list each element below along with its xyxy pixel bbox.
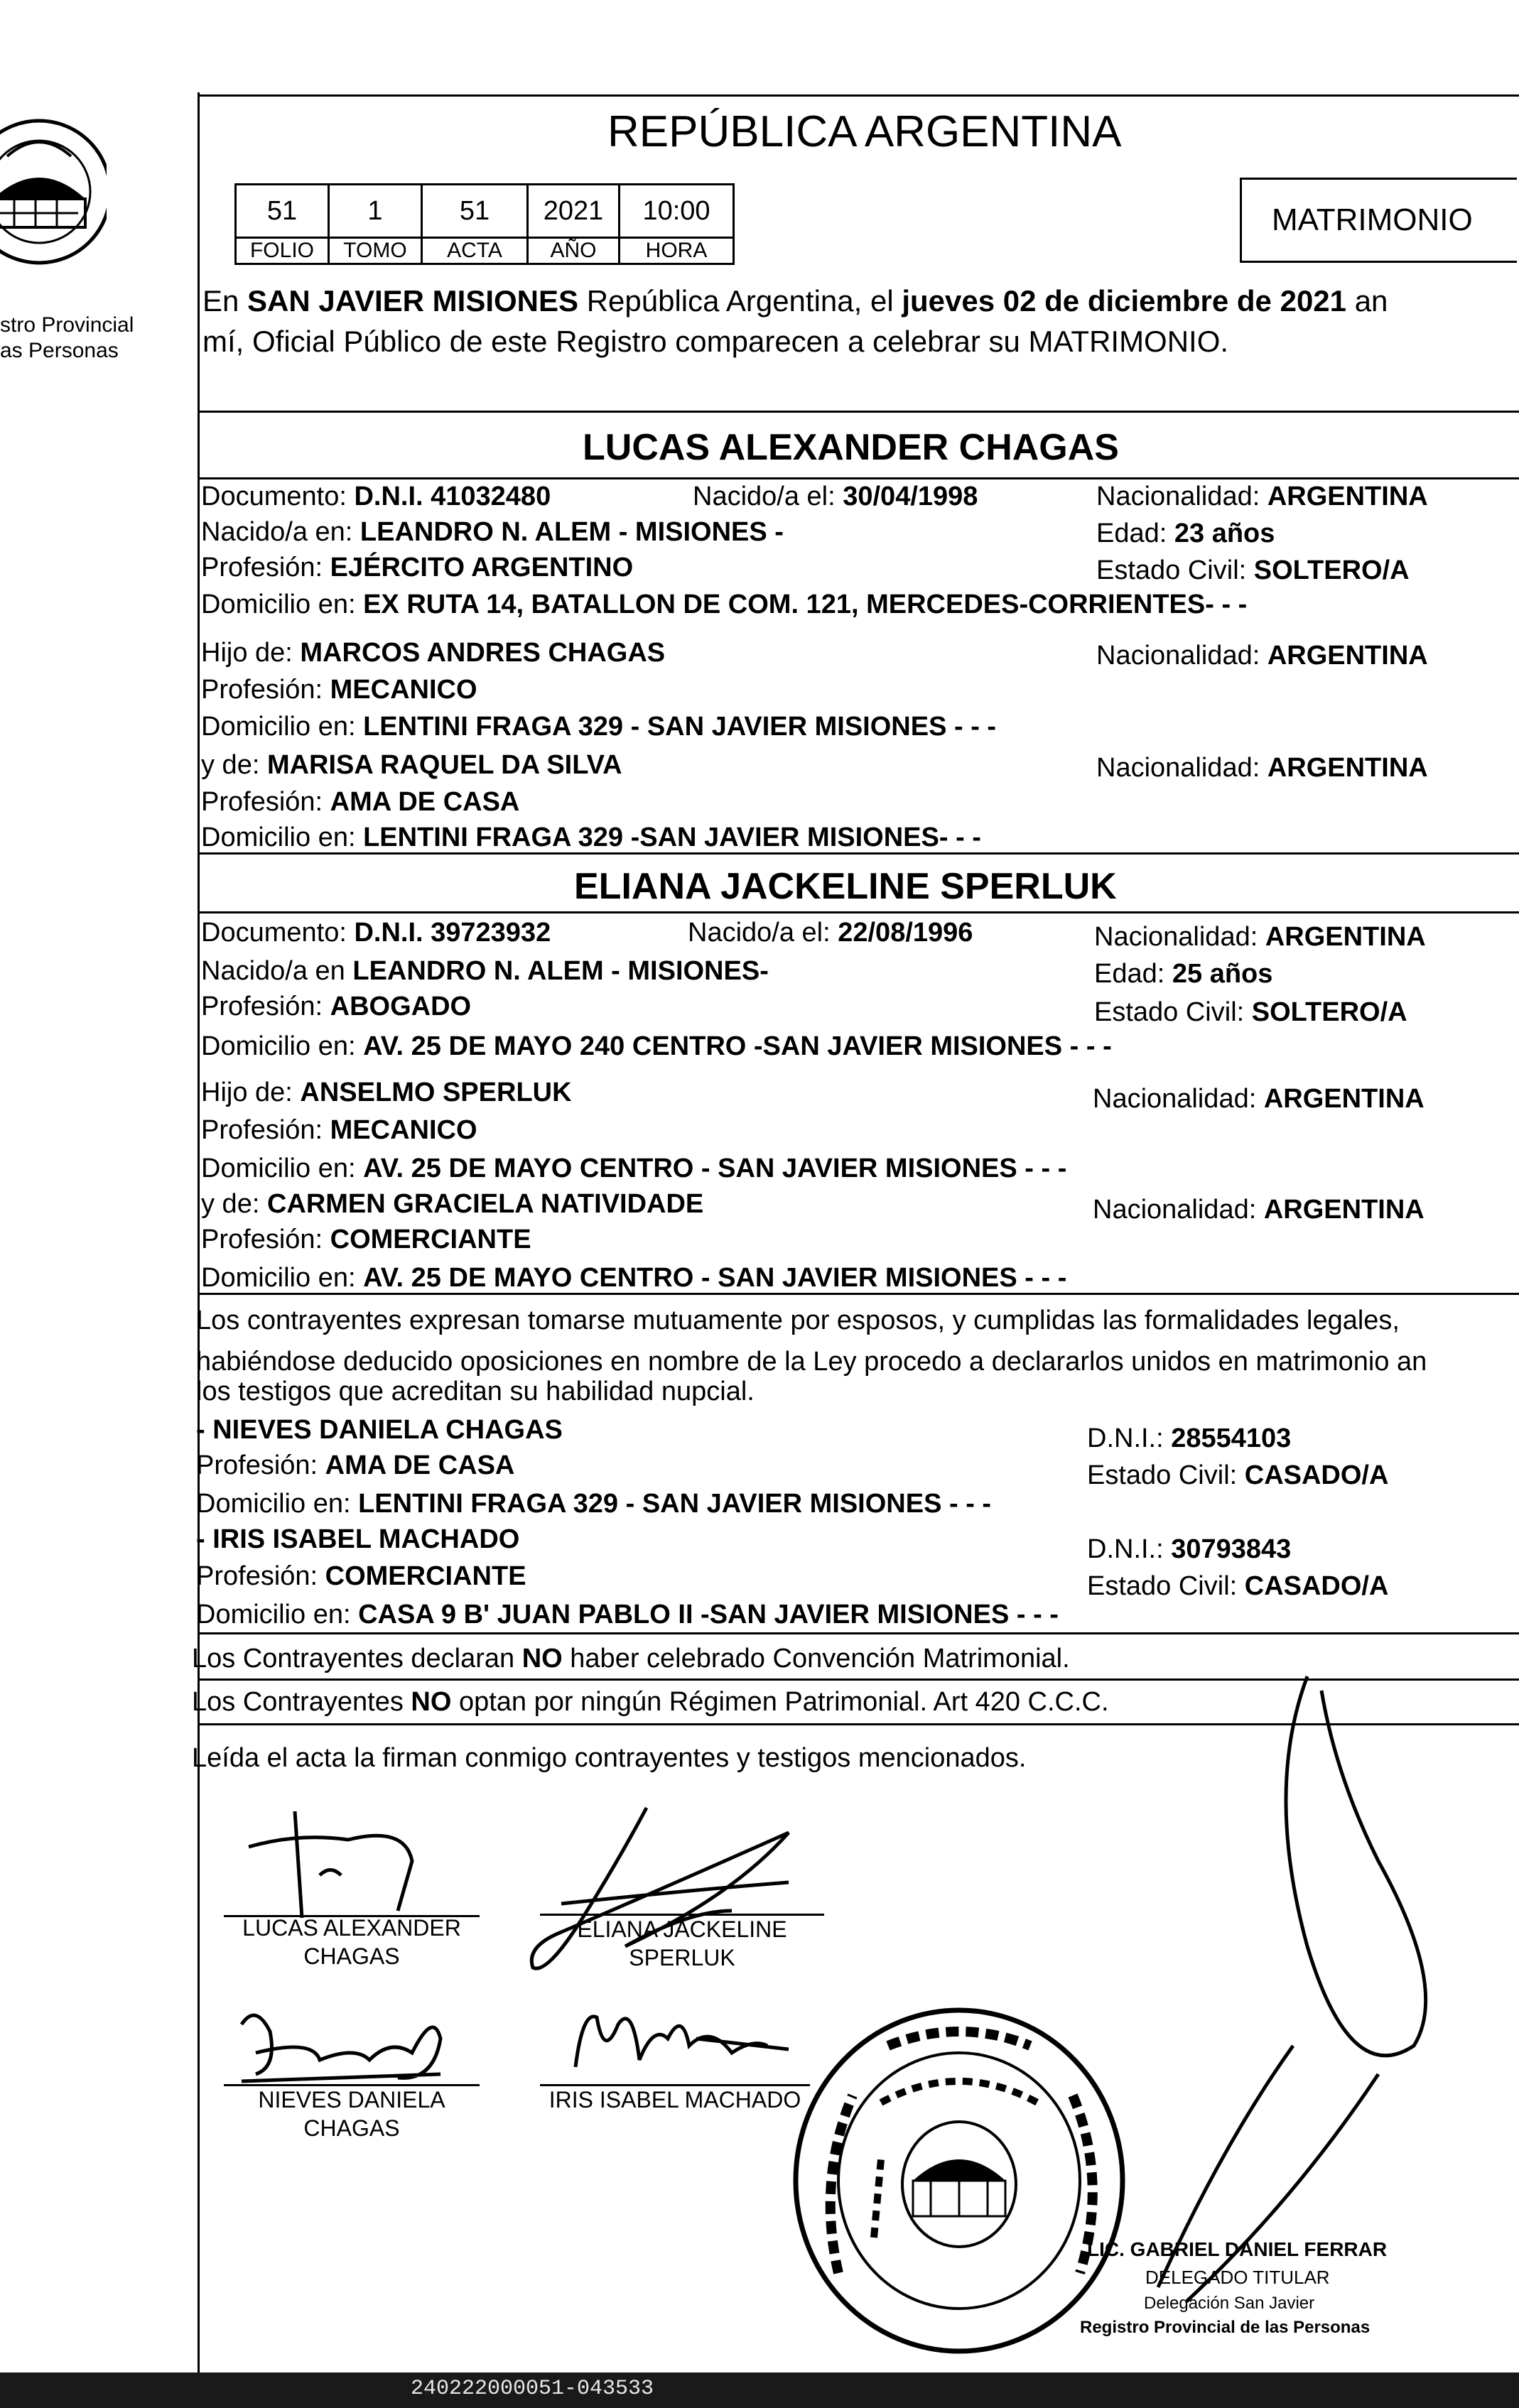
divider-witnesses-bottom — [198, 1632, 1519, 1634]
spouse1-name: LUCAS ALEXANDER CHAGAS — [583, 427, 1119, 468]
spouse2-mother-profession: Profesión: COMERCIANTE — [201, 1225, 531, 1254]
logo-caption-line1: stro Provincial — [0, 313, 134, 337]
signature-label-lucas-2: CHAGAS — [303, 1943, 400, 1969]
spouse2-nationality: Nacionalidad: ARGENTINA — [1094, 922, 1426, 952]
signature-label-lucas-1: LUCAS ALEXANDER — [242, 1915, 461, 1941]
divider-spouse1-name — [198, 477, 1519, 479]
spouse1-civil-status: Estado Civil: SOLTERO/A — [1096, 555, 1410, 585]
spouse2-civil-status: Estado Civil: SOLTERO/A — [1094, 997, 1407, 1027]
signature-label-iris: IRIS ISABEL MACHADO — [548, 2087, 801, 2113]
province-seal-logo — [0, 114, 107, 298]
spouse1-mother-nationality: Nacionalidad: ARGENTINA — [1096, 753, 1428, 783]
folio-label: FOLIO — [234, 237, 330, 265]
witness1-name: - NIEVES DANIELA CHAGAS — [196, 1415, 563, 1445]
spouse1-birthplace: Nacido/a en: LEANDRO N. ALEM - MISIONES - — [201, 517, 784, 547]
signature-label-nieves-2: CHAGAS — [303, 2115, 400, 2141]
spouse1-birthdate: Nacido/a el: 30/04/1998 — [693, 482, 978, 511]
hora-value: 10:00 — [618, 183, 735, 239]
spouse2-father: Hijo de: ANSELMO SPERLUK — [201, 1078, 572, 1107]
spouse2-address: Domicilio en: AV. 25 DE MAYO 240 CENTRO -SAN JAVIER MISIONES - - - — [201, 1031, 1112, 1061]
witness1-dni: D.N.I.: 28554103 — [1087, 1423, 1292, 1453]
signature-label-eliana-2: SPERLUK — [629, 1945, 735, 1970]
spouse1-profession: Profesión: EJÉRCITO ARGENTINO — [201, 553, 634, 582]
spouse2-mother: y de: CARMEN GRACIELA NATIVIDADE — [201, 1189, 704, 1219]
witness2-civil-status: Estado Civil: CASADO/A — [1087, 1571, 1389, 1601]
note-patrimonial: Los Contrayentes NO optan por ningún Régimen Patrimonial. Art 420 C.C.C. — [192, 1687, 1109, 1717]
intro-place: SAN JAVIER MISIONES — [247, 284, 579, 318]
intro-date: jueves 02 de diciembre de 2021 — [902, 284, 1347, 318]
anio-value: 2021 — [526, 183, 620, 239]
anio-label: AÑO — [526, 237, 620, 265]
document-type-box: MATRIMONIO — [1240, 178, 1517, 263]
official-stamp — [789, 2003, 1130, 2358]
acta-label: ACTA — [421, 237, 529, 265]
stamp-official-registry: Registro Provincial de las Personas — [1080, 2318, 1371, 2337]
spouse1-mother-address: Domicilio en: LENTINI FRAGA 329 -SAN JAVIER MISIONES- - - — [201, 823, 981, 852]
note-convention: Los Contrayentes declaran NO haber celebrado Convención Matrimonial. — [192, 1644, 1070, 1674]
page-title: REPÚBLICA ARGENTINA — [607, 107, 1122, 156]
spouse1-address: Domicilio en: EX RUTA 14, BATALLON DE COM. 121, MERCEDES-CORRIENTES- - - — [201, 590, 1248, 619]
spouse2-profession: Profesión: ABOGADO — [201, 992, 472, 1021]
signature-label-nieves-1: NIEVES DANIELA — [258, 2087, 445, 2113]
spouse2-age: Edad: 25 años — [1094, 959, 1273, 989]
spouse2-mother-address: Domicilio en: AV. 25 DE MAYO CENTRO - SAN JAVIER MISIONES - - - — [201, 1263, 1067, 1293]
spouse1-father-address: Domicilio en: LENTINI FRAGA 329 - SAN JAVIER MISIONES - - - — [201, 712, 997, 742]
spouse1-father-nationality: Nacionalidad: ARGENTINA — [1096, 641, 1428, 671]
spouse2-father-profession: Profesión: MECANICO — [201, 1115, 477, 1145]
spouse1-document: Documento: D.N.I. 41032480 — [201, 482, 551, 511]
hora-label: HORA — [618, 237, 735, 265]
witness2-dni: D.N.I.: 30793843 — [1087, 1534, 1292, 1564]
spouse1-father-profession: Profesión: MECANICO — [201, 675, 477, 705]
form-left-border — [198, 92, 200, 2372]
divider-intro-bottom — [198, 411, 1519, 413]
divider-spouse2-name — [198, 911, 1519, 913]
note-signing: Leída el acta la firman conmigo contrayentes y testigos mencionados. — [192, 1743, 1027, 1773]
signature-registrar — [1080, 1648, 1506, 2330]
document-code: 240222000051-043533 — [410, 2377, 654, 2401]
witness2-address: Domicilio en: CASA 9 B' JUAN PABLO II -SAN JAVIER MISIONES - - - — [196, 1600, 1059, 1629]
spouse2-name: ELIANA JACKELINE SPERLUK — [574, 866, 1117, 907]
logo-caption-line2: as Personas — [0, 339, 119, 362]
declaration-line-1: Los contrayentes expresan tomarse mutuamente por esposos, y cumplidas las formalidades legales, — [196, 1306, 1400, 1335]
witness1-civil-status: Estado Civil: CASADO/A — [1087, 1460, 1389, 1490]
document-footer-bar — [0, 2372, 1519, 2408]
spouse2-father-nationality: Nacionalidad: ARGENTINA — [1093, 1084, 1425, 1114]
spouse1-age: Edad: 23 años — [1096, 519, 1275, 548]
stamp-official-title: DELEGADO TITULAR — [1145, 2267, 1330, 2288]
signature-iris — [554, 1996, 796, 2081]
folio-value: 51 — [234, 183, 330, 239]
signature-nieves — [227, 1996, 455, 2095]
spouse2-document: Documento: D.N.I. 39723932 — [201, 918, 551, 948]
spouse2-birthdate: Nacido/a el: 22/08/1996 — [688, 918, 973, 948]
spouse1-father: Hijo de: MARCOS ANDRES CHAGAS — [201, 638, 666, 668]
spouse2-birthplace: Nacido/a en LEANDRO N. ALEM - MISIONES- — [201, 956, 769, 986]
stamp-official-name: LIC. GABRIEL DANIEL FERRAR — [1087, 2238, 1388, 2260]
signature-label-eliana-1: ELIANA JACKELINE — [577, 1916, 787, 1942]
witness2-name: - IRIS ISABEL MACHADO — [196, 1524, 520, 1554]
form-top-border — [198, 94, 1519, 97]
acta-value: 51 — [421, 183, 529, 239]
spouse1-mother-profession: Profesión: AMA DE CASA — [201, 787, 520, 817]
stamp-official-office: Delegación San Javier — [1144, 2294, 1315, 2313]
declaration-line-3: los testigos que acreditan su habilidad nupcial. — [196, 1377, 755, 1406]
spouse1-mother: y de: MARISA RAQUEL DA SILVA — [201, 750, 622, 780]
witness1-profession: Profesión: AMA DE CASA — [196, 1450, 515, 1480]
spouse2-father-address: Domicilio en: AV. 25 DE MAYO CENTRO - SAN JAVIER MISIONES - - - — [201, 1154, 1067, 1183]
witness1-address: Domicilio en: LENTINI FRAGA 329 - SAN JAVIER MISIONES - - - — [196, 1489, 992, 1519]
tomo-value: 1 — [328, 183, 423, 239]
spouse1-nationality: Nacionalidad: ARGENTINA — [1096, 482, 1428, 511]
intro-line-2: mí, Oficial Público de este Registro comparecen a celebrar su MATRIMONIO. — [202, 325, 1229, 358]
intro-line-1: En SAN JAVIER MISIONES República Argentina, el jueves 02 de diciembre de 2021 an — [202, 284, 1388, 318]
declaration-line-2: habiéndose deducido oposiciones en nombre de la Ley procedo a declararlos unidos en matrimonio an — [196, 1347, 1427, 1377]
signature-lucas — [227, 1804, 469, 1925]
spouse2-mother-nationality: Nacionalidad: ARGENTINA — [1093, 1195, 1425, 1225]
witness2-profession: Profesión: COMERCIANTE — [196, 1561, 526, 1591]
tomo-label: TOMO — [328, 237, 423, 265]
